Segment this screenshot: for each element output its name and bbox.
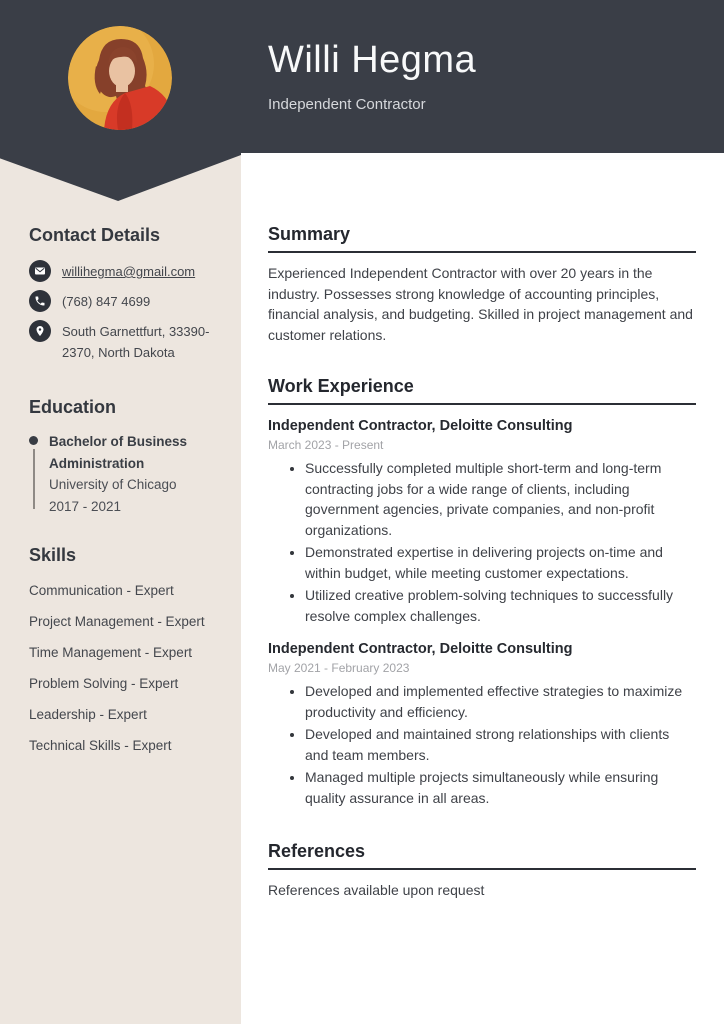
job-entry — [268, 640, 696, 808]
skill-item: Communication - Expert — [29, 583, 174, 598]
skills-list — [29, 580, 215, 756]
profile-photo-illustration — [68, 26, 172, 130]
education-years: 2017 - 2021 — [49, 498, 122, 514]
contact-phone-value: (768) 847 4699 — [62, 294, 151, 309]
job-dates: May 2021 - February 2023 — [268, 661, 410, 675]
skills-heading: Skills — [29, 545, 77, 565]
candidate-title: Independent Contractor — [268, 96, 426, 113]
education-heading: Education — [29, 397, 117, 417]
contact-row-phone — [29, 289, 215, 312]
references-heading: References — [268, 840, 696, 870]
candidate-name: Willi Hegma — [268, 39, 477, 81]
job-bullet: • Utilized creative problem-solving techniques to successfully resolve complex challenges. — [305, 585, 696, 626]
job-bullet: • Demonstrated expertise in delivering projects on-time and within budget, while meeting customer expectations. — [305, 542, 696, 583]
work-experience-heading: Work Experience — [268, 375, 696, 405]
envelope-icon — [29, 260, 51, 282]
contact-address-value: South Garnettfurt, 33390-2370, North Dakota — [62, 324, 210, 360]
job-bullet-list — [268, 681, 696, 808]
skill-item: Problem Solving - Expert — [29, 676, 179, 691]
timeline-dot-icon — [29, 436, 38, 445]
profile-photo — [68, 26, 172, 130]
job-entry — [268, 417, 696, 626]
skill-item: Project Management - Expert — [29, 614, 205, 629]
summary-heading: Summary — [268, 223, 696, 253]
contact-email-value — [62, 259, 195, 282]
education-entry-text — [49, 431, 215, 517]
email-link[interactable]: willihegma@gmail.com — [62, 264, 196, 279]
job-bullet: • Developed and maintained strong relationships with clients and team members. — [305, 724, 696, 765]
education-degree: Bachelor of Business Administration — [49, 434, 188, 471]
location-pin-icon — [29, 320, 51, 342]
contact-row-address — [29, 319, 215, 363]
sidebar — [0, 200, 241, 766]
contact-row-email — [29, 259, 215, 282]
timeline-line — [33, 449, 35, 509]
job-title: Independent Contractor, Deloitte Consulting — [268, 641, 573, 657]
contact-details-heading: Contact Details — [29, 225, 161, 245]
job-bullet: • Managed multiple projects simultaneously while ensuring quality assurance in all areas. — [305, 767, 696, 808]
skill-item: Leadership - Expert — [29, 707, 147, 722]
references-text: References available upon request — [268, 882, 485, 898]
job-bullet: • Successfully completed multiple short-term and long-term contracting jobs for a wide range of clients, including government agencies, private companies, and non-profit organizations. — [305, 458, 696, 540]
contact-list — [29, 259, 215, 363]
job-dates: March 2023 - Present — [268, 438, 384, 452]
skill-item: Time Management - Expert — [29, 645, 193, 660]
job-bullet: • Developed and implemented effective strategies to maximize productivity and efficiency. — [305, 681, 696, 722]
job-bullet-list — [268, 458, 696, 626]
header-identity — [268, 38, 698, 115]
job-title: Independent Contractor, Deloitte Consulting — [268, 418, 573, 434]
main-content — [268, 153, 696, 901]
phone-icon — [29, 290, 51, 312]
education-school: University of Chicago — [49, 477, 177, 492]
skill-item: Technical Skills - Expert — [29, 738, 172, 753]
education-entry — [29, 431, 215, 517]
summary-text: Experienced Independent Contractor with over 20 years in the industry. Possesses strong knowledge of accounting principles, financial analysis, and budgeting. Skilled in project management and customer relations. — [268, 265, 693, 343]
education-timeline-marker — [29, 431, 38, 517]
